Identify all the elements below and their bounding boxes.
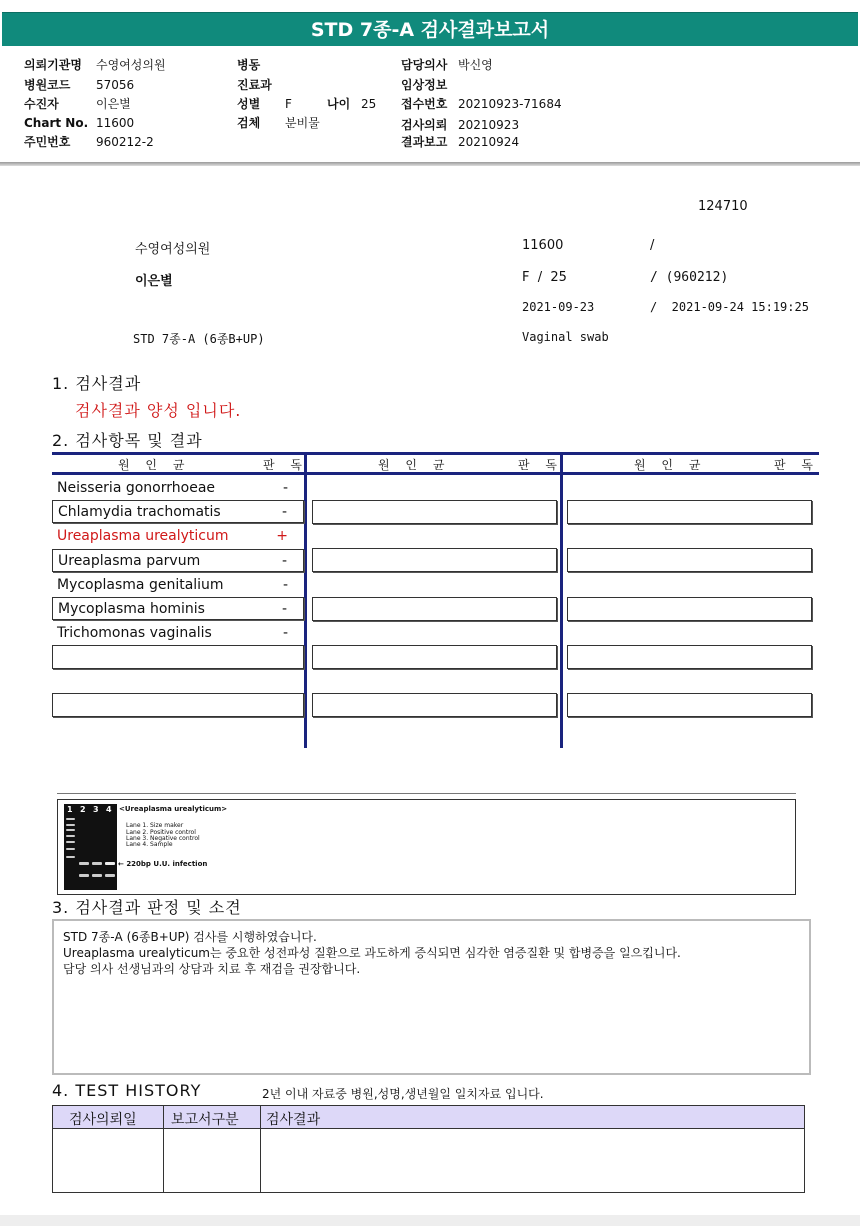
gel-band-annotation	[118, 861, 207, 868]
specimen-label: 검체	[237, 116, 261, 130]
negative-band	[92, 862, 102, 865]
resident-no-label: 주민번호	[24, 135, 71, 149]
institution-field	[24, 56, 166, 73]
empty-row	[312, 645, 557, 669]
sex-field	[237, 95, 292, 112]
examinee-label: 수진자	[24, 97, 59, 111]
empty-row	[312, 500, 557, 524]
results-column-separator	[304, 452, 307, 748]
summary-name: 이은별	[135, 274, 173, 289]
chart-no-value: 11600	[96, 116, 135, 130]
ward-field	[237, 56, 285, 73]
sex-label: 성별	[237, 97, 261, 111]
ladder-band	[66, 824, 75, 826]
summary-specimen: Vaginal swab	[522, 330, 609, 344]
empty-row	[567, 693, 812, 717]
ladder-band	[66, 848, 75, 850]
examinee-field	[24, 95, 131, 112]
institution-value: 수영여성의원	[96, 58, 166, 72]
resident-no-value: 960212-2	[96, 135, 154, 149]
age-label: 나이	[327, 97, 351, 111]
empty-row	[312, 548, 557, 572]
request-date-field	[401, 116, 519, 133]
empty-row	[312, 693, 557, 717]
report-title: STD 7종-A 검사결과보고서	[2, 12, 858, 46]
result-row-positive	[52, 525, 304, 548]
summary-test: STD 7종-A (6종B+UP)	[133, 332, 265, 346]
resident-no-field	[24, 133, 154, 150]
gel-legend-line: Lane 2. Positive control	[126, 829, 196, 836]
col-header-judgement: 판 독	[263, 458, 308, 472]
judgement-mark: -	[282, 625, 288, 641]
pathogen-name: Mycoplasma hominis	[58, 601, 205, 617]
opinion-line: Ureaplasma urealyticum는 중요한 성전파성 질환으로 과도하게 증식되면 심각한 염증질환 및 합병증을 일으킵니다.	[63, 946, 681, 960]
lane-number: 4	[106, 805, 112, 814]
summary-institution: 수영여성의원	[135, 242, 211, 257]
report-date-label: 결과보고	[401, 135, 448, 149]
gel-legend-line: Lane 3. Negative control	[126, 835, 200, 842]
ladder-band	[66, 841, 75, 843]
department-label: 진료과	[237, 78, 272, 92]
ladder-band	[66, 829, 75, 831]
report-id: 124710	[698, 199, 748, 214]
pathogen-name: Chlamydia trachomatis	[58, 504, 221, 520]
gel-title: <Ureaplasma urealyticum>	[119, 805, 228, 813]
empty-row	[567, 597, 812, 621]
history-col-result: 검사결과	[266, 1112, 321, 1128]
receipt-no-field	[401, 95, 562, 112]
opinion-box	[52, 919, 811, 1075]
primer-band	[105, 874, 115, 877]
report-date-value: 20210924	[458, 135, 520, 149]
page-footer	[0, 1215, 860, 1226]
result-positive-text: 검사결과 양성 입니다.	[75, 401, 242, 420]
empty-row	[52, 645, 304, 669]
ladder-band	[66, 818, 75, 820]
pathogen-name: Neisseria gonorrhoeae	[57, 480, 216, 496]
summary-birth: / (960212)	[650, 270, 729, 285]
hospital-code-field	[24, 76, 134, 93]
judgement-mark: -	[281, 601, 287, 617]
col-header-pathogen: 원 인 균	[118, 458, 191, 472]
summary-separator: /	[650, 238, 655, 253]
empty-row	[52, 693, 304, 717]
request-date-label: 검사의뢰	[401, 118, 448, 132]
history-table-header	[53, 1106, 804, 1129]
receipt-no-value: 20210923-71684	[458, 97, 562, 111]
ladder-band	[66, 835, 75, 837]
result-row	[52, 622, 304, 645]
age-value: 25	[361, 97, 377, 111]
history-col-report-type: 보고서구분	[171, 1112, 239, 1128]
clinical-field	[401, 76, 458, 93]
section4-title: 4. TEST HISTORY	[52, 1081, 202, 1100]
report-date-field	[401, 133, 519, 150]
summary-reported: / 2021-09-24 15:19:25	[650, 300, 809, 314]
result-row	[52, 500, 304, 523]
doctor-label: 담당의사	[401, 58, 448, 72]
positive-band	[79, 862, 89, 865]
section3-title: 3. 검사결과 판정 및 소견	[52, 898, 242, 917]
judgement-mark: -	[281, 553, 287, 569]
col-header-pathogen: 원 인 균	[634, 458, 707, 472]
summary-sex-age: F / 25	[522, 270, 567, 285]
judgement-mark: -	[281, 504, 287, 520]
empty-row	[567, 645, 812, 669]
result-row	[52, 574, 304, 597]
sample-band	[105, 862, 115, 865]
col-header-judgement: 판 독	[774, 458, 819, 472]
hospital-code-value: 57056	[96, 78, 135, 92]
examinee-value: 이은별	[96, 97, 131, 111]
department-field	[237, 76, 285, 93]
result-row	[52, 549, 304, 572]
col-header-judgement: 판 독	[518, 458, 563, 472]
specimen-field	[237, 114, 320, 131]
opinion-line: STD 7종-A (6종B+UP) 검사를 시행하였습니다.	[63, 930, 317, 944]
history-column-separator	[163, 1106, 164, 1192]
arrow-left-icon: ←	[118, 860, 124, 868]
judgement-mark: -	[282, 577, 288, 593]
primer-band	[92, 874, 102, 877]
results-column-separator	[560, 452, 563, 748]
institution-label: 의뢰기관명	[24, 58, 82, 72]
opinion-line: 담당 의사 선생님과의 상담과 치료 후 재검을 권장합니다.	[63, 962, 361, 976]
lane-number: 2	[80, 805, 86, 814]
ladder-band	[66, 856, 75, 858]
judgement-mark: -	[282, 480, 288, 496]
empty-row	[567, 548, 812, 572]
lane-number: 3	[93, 805, 99, 814]
pathogen-name: Mycoplasma genitalium	[57, 577, 224, 593]
gel-electrophoresis-image	[64, 804, 117, 890]
clinical-label: 임상정보	[401, 78, 448, 92]
judgement-mark: +	[276, 528, 288, 544]
result-row	[52, 597, 304, 620]
empty-row	[567, 500, 812, 524]
history-note: 2년 이내 자료중 병원,성명,생년월일 일치자료 입니다.	[262, 1087, 544, 1101]
gel-legend-line: Lane 1. Size maker	[126, 822, 184, 829]
primer-band	[79, 874, 89, 877]
pathogen-name: Trichomonas vaginalis	[57, 625, 212, 641]
result-row	[52, 477, 304, 500]
pathogen-name: Ureaplasma urealyticum	[57, 528, 229, 544]
summary-collected: 2021-09-23	[522, 300, 595, 314]
history-column-separator	[260, 1106, 261, 1192]
gel-band-label: 220bp U.U. infection	[126, 860, 208, 868]
empty-row	[312, 597, 557, 621]
summary-chart: 11600	[522, 238, 564, 253]
gel-legend-line: Lane 4. Sample	[126, 841, 173, 848]
receipt-no-label: 접수번호	[401, 97, 448, 111]
pathogen-name: Ureaplasma parvum	[58, 553, 201, 569]
hospital-code-label: 병원코드	[24, 78, 71, 92]
chart-no-label: Chart No.	[24, 116, 89, 130]
ward-label: 병동	[237, 58, 261, 72]
specimen-value: 분비물	[285, 116, 320, 130]
section1-title: 1. 검사결과	[52, 374, 142, 393]
doctor-value: 박신영	[458, 58, 493, 72]
results-table-top-rule	[52, 452, 819, 455]
col-header-pathogen: 원 인 균	[378, 458, 451, 472]
lane-number: 1	[67, 805, 73, 814]
gel-frame-rule	[57, 793, 796, 794]
section2-title: 2. 검사항목 및 결과	[52, 431, 203, 450]
request-date-value: 20210923	[458, 118, 520, 132]
history-col-request-date: 검사의뢰일	[69, 1112, 137, 1128]
history-table	[52, 1105, 805, 1193]
age-field	[327, 95, 376, 112]
header-divider	[0, 162, 860, 166]
doctor-field	[401, 56, 493, 73]
chart-no-field	[24, 116, 134, 130]
sex-value: F	[285, 97, 292, 111]
